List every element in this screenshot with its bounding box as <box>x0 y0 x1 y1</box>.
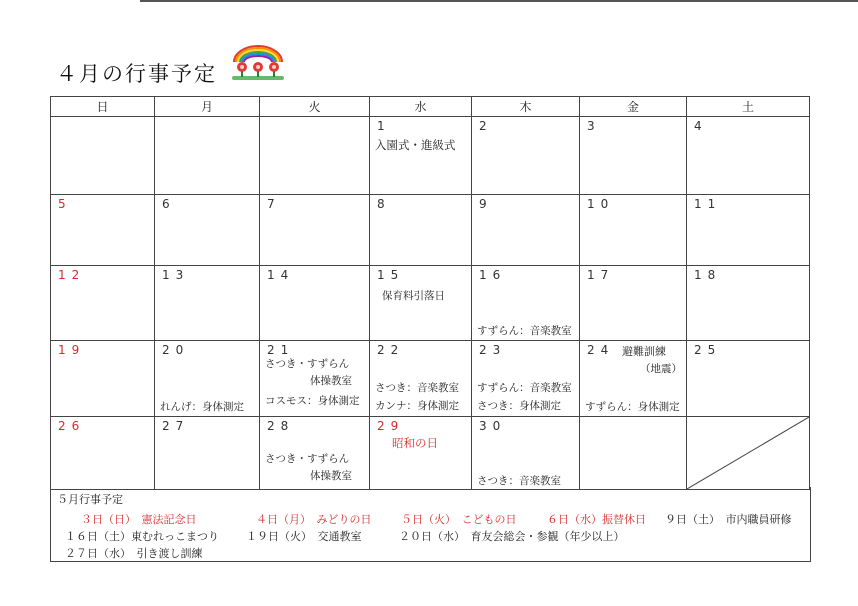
day-number: 26 <box>58 419 86 433</box>
weekday-sun: 日 <box>51 97 155 117</box>
day-number: 6 <box>162 197 176 211</box>
day-cell <box>260 417 370 490</box>
day-cell <box>260 341 370 417</box>
day-cell <box>472 266 580 341</box>
event-text: すずらん：身体測定 <box>585 401 680 413</box>
day-cell-empty <box>260 117 370 195</box>
week-row <box>51 266 810 341</box>
day-number: 29 <box>377 419 405 433</box>
event-text: 体操教室 <box>310 470 352 482</box>
day-cell <box>580 341 687 417</box>
day-cell <box>687 117 810 195</box>
day-number: 17 <box>587 268 615 282</box>
may-event: １６日（土）東むれっこまつり <box>65 530 219 543</box>
weekday-sat: 土 <box>687 97 810 117</box>
weekday-tue: 火 <box>260 97 370 117</box>
day-number: 20 <box>162 343 190 357</box>
may-holiday: ６日（水）振替休日 <box>547 513 646 526</box>
may-holiday: ５日（火） こどもの日 <box>401 513 517 526</box>
diagonal-line <box>687 417 809 489</box>
week-row <box>51 341 810 417</box>
day-number: 18 <box>694 268 722 282</box>
top-rule <box>140 0 858 2</box>
week-row <box>51 195 810 266</box>
day-cell <box>472 417 580 490</box>
event-text: すずらん：音楽教室 <box>477 382 572 394</box>
week-row <box>51 117 810 195</box>
day-cell-crossed <box>687 417 810 490</box>
day-number: 19 <box>58 343 86 357</box>
calendar-table <box>50 96 810 490</box>
event-text: れんげ：身体測定 <box>160 401 244 413</box>
page-title: ４月の行事予定 <box>56 62 217 86</box>
may-heading: ５月行事予定 <box>57 493 123 506</box>
day-cell <box>580 195 687 266</box>
weekday-mon: 月 <box>155 97 260 117</box>
day-cell <box>260 266 370 341</box>
event-text: 保育料引落日 <box>382 290 445 302</box>
may-event: ２０日（水） 育友会総会・参観（年少以上） <box>399 530 625 543</box>
event-text: 避難訓練 <box>622 345 666 358</box>
day-number: 9 <box>479 197 493 211</box>
may-event: ２７日（水） 引き渡し訓練 <box>65 547 203 560</box>
event-text: すずらん：音楽教室 <box>477 325 572 337</box>
event-text: さつき・すずらん <box>265 453 350 465</box>
day-cell <box>472 195 580 266</box>
holiday-text: 昭和の日 <box>392 436 438 450</box>
may-event: １９日（火） 交通教室 <box>246 530 362 543</box>
day-cell <box>580 117 687 195</box>
day-number: 23 <box>479 343 507 357</box>
weekday-thu: 木 <box>472 97 580 117</box>
event-text: （地震） <box>640 363 682 375</box>
day-cell <box>370 417 472 490</box>
day-number: 24 <box>587 343 615 357</box>
day-number: 13 <box>162 268 190 282</box>
day-cell <box>687 341 810 417</box>
day-number: 30 <box>479 419 507 433</box>
day-number: 15 <box>377 268 405 282</box>
day-number: 22 <box>377 343 405 357</box>
week-row <box>51 417 810 490</box>
event-text: さつき：身体測定 <box>477 400 561 412</box>
day-number: 28 <box>267 419 295 433</box>
may-schedule-box <box>50 487 811 562</box>
event-text: コスモス：身体測定 <box>265 395 360 407</box>
day-number: 1 <box>377 119 391 133</box>
weekday-header-row <box>51 97 810 117</box>
day-number: 7 <box>267 197 281 211</box>
event-text: 体操教室 <box>310 375 352 387</box>
day-cell <box>472 117 580 195</box>
day-cell <box>51 195 155 266</box>
day-number: 8 <box>377 197 391 211</box>
weekday-wed: 水 <box>370 97 472 117</box>
day-cell <box>155 341 260 417</box>
day-number: 5 <box>58 197 72 211</box>
event-text: 入園式・進級式 <box>375 138 456 152</box>
event-text: カンナ：身体測定 <box>375 400 459 412</box>
day-number: 16 <box>479 268 507 282</box>
day-cell <box>370 117 472 195</box>
day-number: 10 <box>587 197 615 211</box>
day-cell <box>155 266 260 341</box>
event-text: さつき：音楽教室 <box>477 475 561 487</box>
may-event: ９日（土） 市内職員研修 <box>665 513 792 526</box>
event-text: さつき：音楽教室 <box>375 382 459 394</box>
day-cell <box>370 195 472 266</box>
day-number: 25 <box>694 343 722 357</box>
may-holiday: ４日（月） みどりの日 <box>256 513 372 526</box>
day-cell <box>370 266 472 341</box>
day-number: 27 <box>162 419 190 433</box>
day-cell <box>687 266 810 341</box>
day-cell-empty <box>155 117 260 195</box>
day-number: 2 <box>479 119 493 133</box>
day-number: 4 <box>694 119 708 133</box>
day-number: 14 <box>267 268 295 282</box>
day-cell-empty <box>51 117 155 195</box>
may-holiday: ３日（日） 憲法記念日 <box>81 513 197 526</box>
day-cell <box>687 195 810 266</box>
day-cell-empty <box>580 417 687 490</box>
day-cell <box>51 341 155 417</box>
day-number: 21 <box>267 343 295 357</box>
day-number: 12 <box>58 268 86 282</box>
event-text: さつき・すずらん <box>265 358 350 370</box>
day-cell <box>370 341 472 417</box>
day-number: 3 <box>587 119 601 133</box>
rainbow-flowers-icon <box>228 40 288 82</box>
day-cell <box>580 266 687 341</box>
day-cell <box>155 195 260 266</box>
day-cell <box>155 417 260 490</box>
day-cell <box>51 417 155 490</box>
day-number: 11 <box>694 197 722 211</box>
day-cell <box>260 195 370 266</box>
day-cell <box>472 341 580 417</box>
day-cell <box>51 266 155 341</box>
weekday-fri: 金 <box>580 97 687 117</box>
